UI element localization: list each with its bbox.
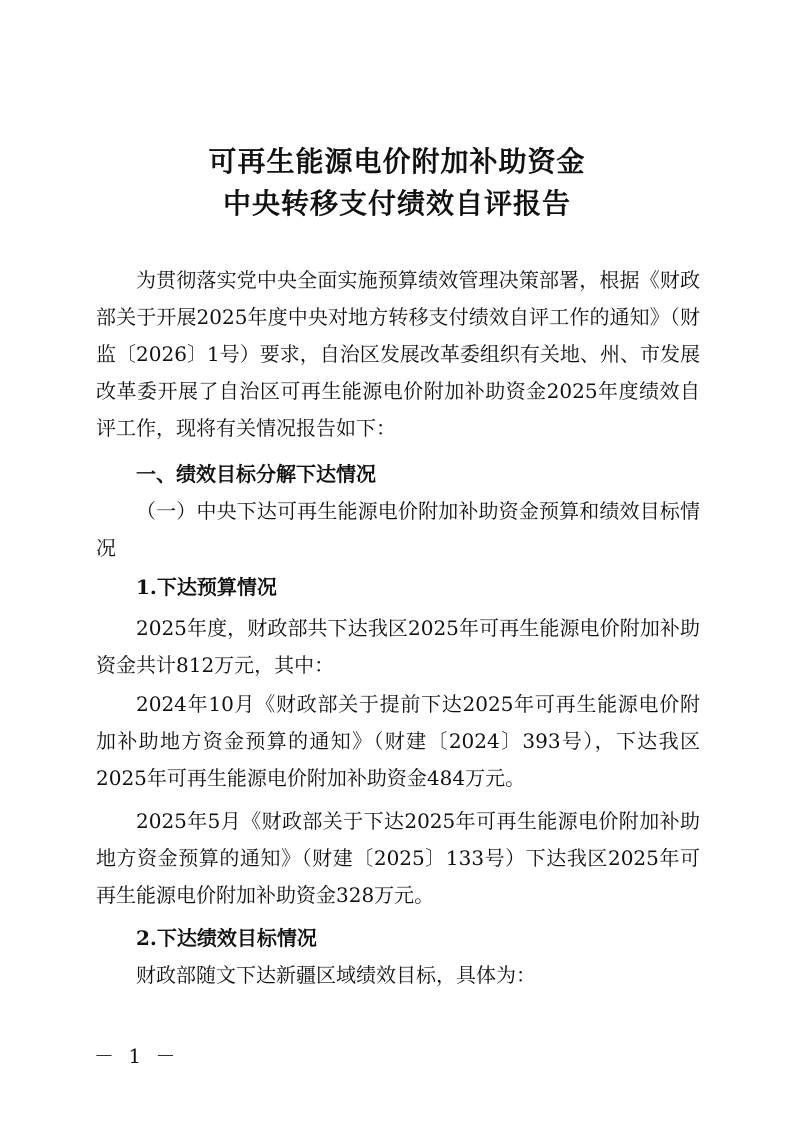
subsection-1-heading: （一）中央下达可再生能源电价附加补助资金预算和绩效目标情况 xyxy=(96,499,700,560)
item-2-heading: 2.下达绩效目标情况 xyxy=(136,926,317,950)
page-number: － 1 － xyxy=(94,1044,180,1068)
performance-goals-paragraph: 财政部随文下达新疆区域绩效目标，具体为： xyxy=(136,963,536,987)
section-1-heading: 一、绩效目标分解下达情况 xyxy=(136,462,376,486)
intro-paragraph: 为贯彻落实党中央全面实施预算绩效管理决策部署，根据《财政部关于开展2025年度中央对地方转移支付绩效自评工作的通知》（财监〔2026〕1号）要求，自治区发展改革委组织有关地、州、市发展改革委开展了自治区可再生能源电价附加补助资金2025年度绩效自评工作，现将有关情况报告如下： xyxy=(96,268,700,440)
item-1-heading: 1.下达预算情况 xyxy=(136,575,277,599)
document-title-line-1: 可再生能源电价附加补助资金 xyxy=(208,145,586,178)
budget-2025-paragraph: 2025年5月《财政部关于下达2025年可再生能源电价附加补助地方资金预算的通知》（财建〔2025〕133号）下达我区2025年可再生能源电价附加补助资金328万元。 xyxy=(96,809,700,907)
budget-2024-paragraph: 2024年10月《财政部关于提前下达2025年可再生能源电价附加补助地方资金预算的通知》（财建〔2024〕393号），下达我区2025年可再生能源电价附加补助资金484万元。 xyxy=(96,692,700,790)
budget-total-paragraph: 2025年度，财政部共下达我区2025年可再生能源电价附加补助资金共计812万元，其中： xyxy=(96,616,700,677)
document-title-line-2: 中央转移支付绩效自评报告 xyxy=(222,187,571,220)
